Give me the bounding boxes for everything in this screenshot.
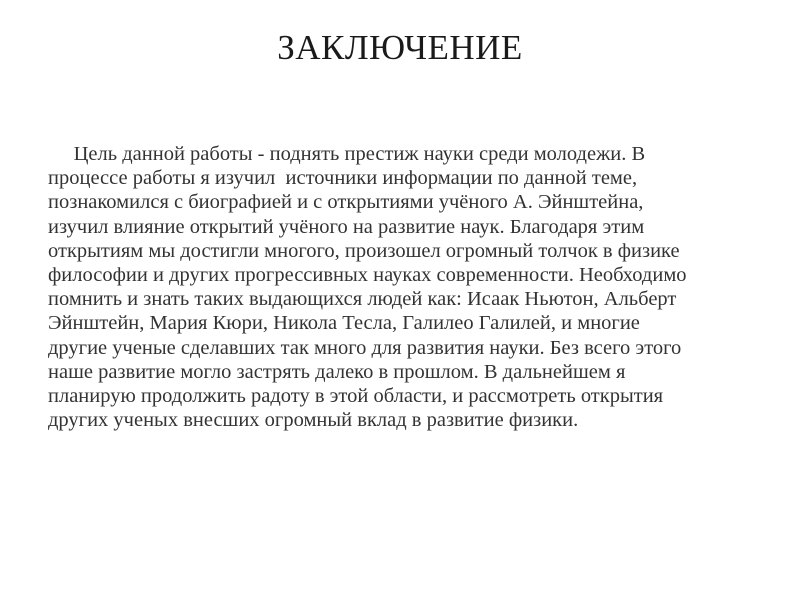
paragraph-line: изучил влияние открытий учёного на развитие наук. Благодаря этим <box>48 215 645 238</box>
slide-title: ЗАКЛЮЧЕНИЕ <box>277 28 523 67</box>
paragraph-line: другие ученые сделавших так много для развития науки. Без всего этого <box>48 336 682 359</box>
paragraph-line: Эйнштейн, Мария Кюри, Никола Тесла, Галилео Галилей, и многие <box>48 312 640 335</box>
paragraph-line: процессе работы я изучил источники информации по данной теме, <box>48 167 638 190</box>
paragraph-line: других ученых внесших огромный вклад в развитие физики. <box>48 409 579 432</box>
paragraph-line: философии и других прогрессивных науках современности. Необходимо <box>48 264 687 287</box>
paragraph-line: познакомился с биографией и с открытиями учёного А. Эйнштейна, <box>48 191 644 214</box>
paragraph-line: наше развитие могло застрять далеко в прошлом. В дальнейшем я <box>48 360 626 383</box>
paragraph-line: Цель данной работы - поднять престиж науки среди молодежи. В <box>48 143 646 165</box>
paragraph-line: помнить и знать таких выдающихся людей как: Исаак Ньютон, Альберт <box>48 288 677 311</box>
conclusion-paragraph <box>48 142 768 432</box>
paragraph-line: планирую продолжить радоту в этой области, и рассмотреть открытия <box>48 385 664 408</box>
paragraph-line: открытиям мы достигли многого, произошел огромный толчок в физике <box>48 239 680 262</box>
